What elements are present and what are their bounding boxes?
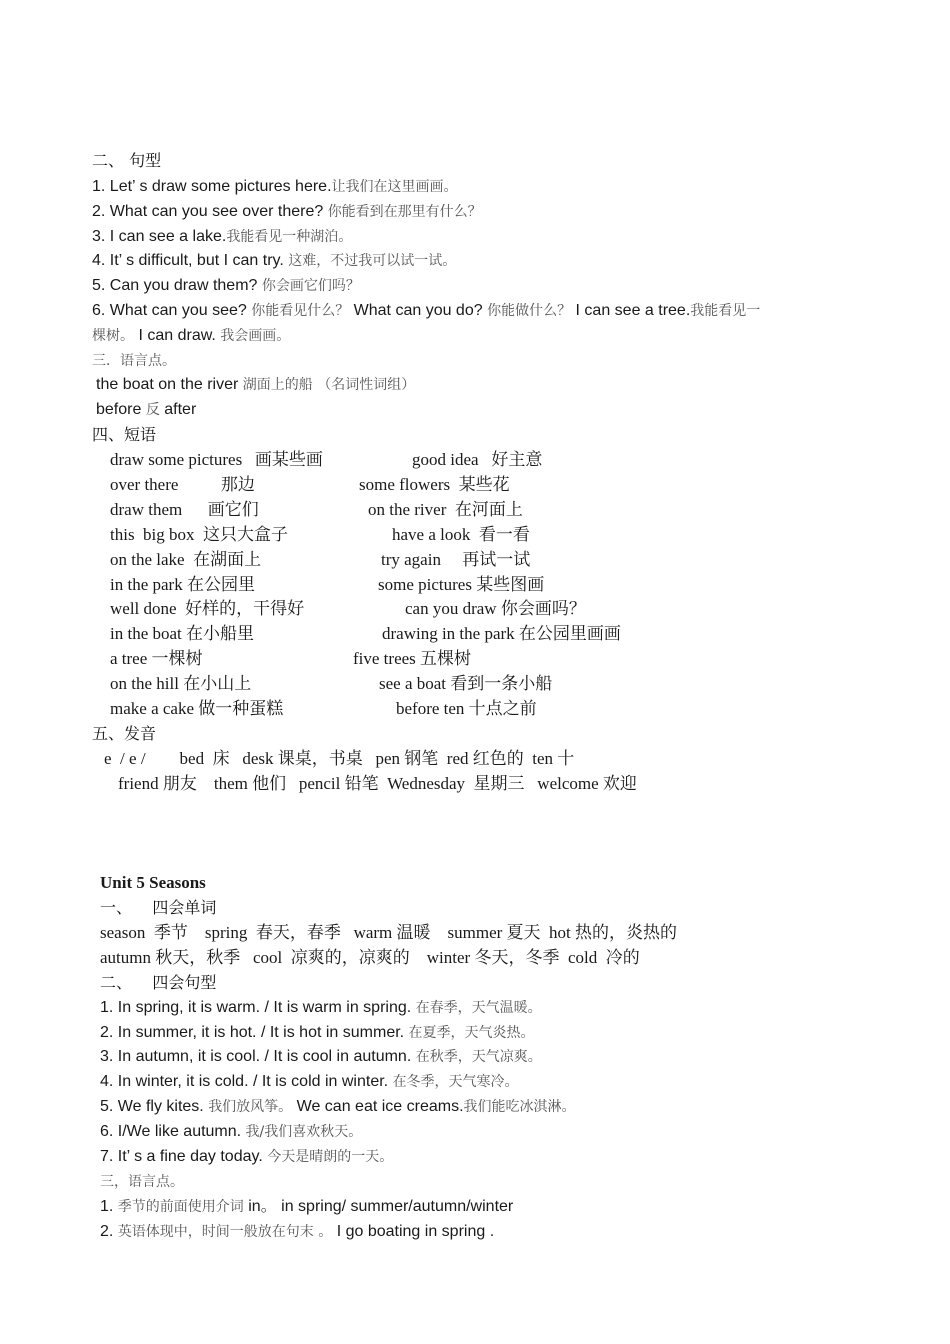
- pronunciation-line-1: e / e / bed 床 desk 课桌，书桌 pen 钢笔 red 红色的 ten 十: [104, 749, 575, 768]
- phrase-right: good idea 好主意: [412, 450, 543, 469]
- sentence-zh: 在夏季，天气炎热。: [408, 1025, 535, 1041]
- phrase-left: over there 那边: [110, 474, 255, 494]
- point-zh: 湖面上的船 （名词性词组）: [242, 377, 416, 393]
- sentence-en: 6. I/We like autumn.: [100, 1123, 246, 1140]
- section-heading-sentences: 二、 四会句型: [100, 973, 217, 992]
- phrase-left: on the lake 在湖面上: [110, 549, 262, 569]
- point-zh: 季节的前面使用介词: [117, 1199, 249, 1215]
- point-en: before: [96, 401, 146, 418]
- point-1: [96, 373, 415, 397]
- sentence-en: 5. Can you draw them?: [92, 277, 262, 294]
- point-2: [100, 1220, 494, 1244]
- sentence-zh: 你能做什么？: [487, 303, 576, 319]
- sentence-3: [100, 1045, 542, 1069]
- sentence-7: [100, 1145, 393, 1169]
- point-2: [96, 398, 196, 422]
- sentence-5: [100, 1095, 576, 1119]
- phrase-left: in the park 在公园里: [110, 574, 255, 594]
- sentence-en: 6. What can you see?: [92, 302, 252, 319]
- sentence-en: 5. We fly kites.: [100, 1098, 209, 1115]
- sentence-en: 7. It’ s a fine day today.: [100, 1148, 268, 1165]
- point-en: the boat on the river: [96, 376, 243, 393]
- phrase-left: draw some pictures 画某些画: [110, 450, 323, 469]
- phrase-right: before ten 十点之前: [396, 699, 537, 718]
- point-en: in。 in spring/ summer/autumn/winter: [248, 1198, 514, 1215]
- phrase-right: can you draw 你会画吗？: [405, 599, 586, 619]
- sentence-zh: 今天是晴朗的一天。: [267, 1149, 394, 1165]
- section-heading-points: 三．语言点。: [92, 353, 176, 369]
- unit-title: Unit 5 Seasons: [100, 873, 206, 892]
- point-1: [100, 1195, 513, 1219]
- sentence-en: 2. What can you see over there?: [92, 203, 328, 220]
- sentence-en: 1. Let’ s draw some pictures here.: [92, 178, 332, 195]
- section-heading-phrases: 四、短语: [92, 425, 157, 444]
- phrase-left: in the boat 在小船里: [110, 624, 255, 644]
- sentence-en: 4. It’ s difficult, but I can try.: [92, 252, 289, 269]
- point-number: 1.: [100, 1198, 118, 1215]
- sentence-zh: 在春季，天气温暖。: [415, 1000, 542, 1016]
- words-line-1: season 季节 spring 春天，春季 warm 温暖 summer 夏天 hot 热的，炎热的: [100, 923, 678, 942]
- sentence-zh: 我能看见一种湖泊。: [226, 229, 353, 245]
- phrase-left: on the hill 在小山上: [110, 674, 252, 694]
- sentence-5: [92, 274, 360, 298]
- point-en: after: [164, 401, 197, 418]
- sentence-2: [100, 1021, 535, 1045]
- phrase-right: five trees 五棵树: [353, 649, 472, 669]
- sentence-3: [92, 225, 352, 249]
- phrase-left: this big box 这只大盒子: [110, 524, 289, 544]
- sentence-en: 1. In spring, it is warm. / It is warm in spring.: [100, 999, 416, 1016]
- sentence-1: [92, 175, 458, 199]
- section-heading-words: 一、 四会单词: [100, 898, 217, 917]
- sentence-en: What can you do?: [353, 302, 488, 319]
- phrase-right: some pictures 某些图画: [378, 574, 545, 594]
- sentence-en: 4. In winter, it is cold. / It is cold in winter.: [100, 1073, 393, 1090]
- phrase-right: drawing in the park 在公园里画画: [382, 624, 621, 644]
- sentence-zh: 这难，不过我可以试一试。: [288, 253, 457, 269]
- sentence-6-line2: [92, 324, 290, 348]
- sentence-2: [92, 200, 482, 224]
- sentence-zh: 我会画画。: [220, 328, 291, 344]
- sentence-en: 3. I can see a lake.: [92, 228, 227, 245]
- sentence-4: [92, 249, 456, 273]
- sentence-en: 3. In autumn, it is cool. / It is cool in autumn.: [100, 1048, 416, 1065]
- sentence-1: [100, 996, 542, 1020]
- sentence-zh: 我/我们喜欢秋天。: [245, 1124, 363, 1140]
- sentence-en: I can see a tree.: [575, 302, 691, 319]
- sentence-zh: 在秋季，天气凉爽。: [415, 1049, 542, 1065]
- sentence-zh: 你能看到在那里有什么？: [327, 204, 482, 220]
- sentence-zh: 在冬季，天气寒冷。: [392, 1074, 519, 1090]
- section-heading-points: 三，语言点。: [100, 1174, 184, 1190]
- sentence-6: [100, 1120, 362, 1144]
- phrase-right: have a look 看一看: [392, 524, 530, 544]
- sentence-en: 2. In summer, it is hot. / It is hot in summer.: [100, 1024, 409, 1041]
- section-heading-pronunciation: 五、发音: [92, 724, 157, 743]
- section-heading-sentences: 二、 句型: [92, 151, 162, 170]
- phrase-right: on the river 在河面上: [368, 499, 523, 519]
- sentence-zh: 我们能吃冰淇淋。: [463, 1099, 576, 1115]
- point-number: 2.: [100, 1223, 118, 1240]
- sentence-en: I can draw.: [138, 327, 221, 344]
- phrase-left: a tree 一棵树: [110, 649, 203, 669]
- sentence-zh: 让我们在这里画画。: [331, 179, 458, 195]
- phrase-right: try again 再试一试: [381, 549, 531, 569]
- phrase-right: some flowers 某些花: [359, 474, 510, 494]
- sentence-en: We can eat ice creams.: [296, 1098, 464, 1115]
- phrase-left: well done 好样的，干得好: [110, 599, 305, 619]
- sentence-zh: 棵树。: [92, 328, 139, 344]
- sentence-4: [100, 1070, 519, 1094]
- sentence-zh: 你能看见什么？: [251, 303, 354, 319]
- sentence-zh: 我们放风筝。: [208, 1099, 297, 1115]
- words-line-2: autumn 秋天，秋季 cool 凉爽的，凉爽的 winter 冬天，冬季 cold 冷的: [100, 948, 640, 967]
- point-en: I go boating in spring .: [336, 1223, 495, 1240]
- sentence-zh: 我能看见一: [690, 303, 761, 319]
- point-zh: 反: [145, 402, 165, 418]
- sentence-6-line1: [92, 299, 760, 323]
- pronunciation-line-2: friend 朋友 them 他们 pencil 铅笔 Wednesday 星期三 welcome 欢迎: [118, 774, 637, 793]
- phrase-left: draw them 画它们: [110, 499, 259, 519]
- point-zh: 英语体现中，时间一般放在句末 。: [117, 1224, 337, 1240]
- sentence-zh: 你会画它们吗？: [261, 278, 360, 294]
- phrase-right: see a boat 看到一条小船: [379, 674, 553, 694]
- phrase-left: make a cake 做一种蛋糕: [110, 699, 284, 718]
